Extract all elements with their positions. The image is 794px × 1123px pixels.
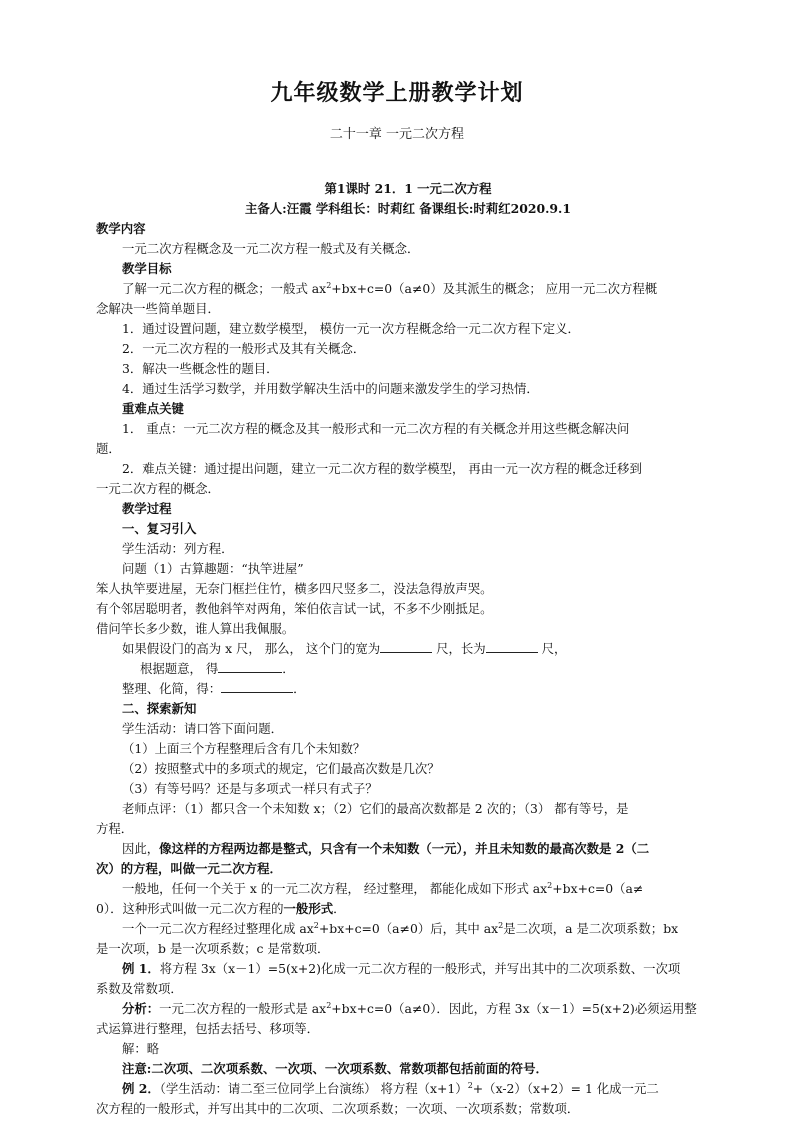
- question-item: （3）有等号吗？还是与多项式一样只有式子？: [122, 781, 378, 796]
- question-item: （1）上面三个方程整理后含有几个未知数？: [122, 741, 366, 756]
- document-body: [96, 179, 720, 1119]
- key-point-2-cont: 一元二次方程的概念．: [96, 481, 220, 496]
- general-form-cont: 0）．这种形式叫做一元二次方程的一般形式．: [96, 901, 346, 916]
- section-heading-key: 重难点关键: [122, 401, 184, 416]
- answer-blank[interactable]: [486, 640, 538, 653]
- poem-line: 笨人执竿要进屋，无奈门框拦住竹，横多四尺竖多二，没法急得放声哭。: [96, 581, 493, 596]
- example-1: 例 1．将方程 3x（x－1）=5(x+2)化成一元二次方程的一般形式，并写出其中的二次项系数、一次项: [122, 961, 681, 976]
- part1-heading: 一、复习引入: [122, 521, 197, 536]
- goal-item: 2．一元二次方程的一般形式及其有关概念．: [122, 341, 366, 356]
- analysis-cont: 式运算进行整理，包括去括号、移项等．: [96, 1021, 320, 1036]
- key-point-1: 1． 重点：一元二次方程的概念及其一般形式和一元二次方程的有关概念并用这些概念解决问: [122, 421, 630, 436]
- key-point-1-cont: 题．: [96, 441, 121, 456]
- problem-1: 问题（1）古算趣题：“执竿进屋”: [122, 561, 304, 576]
- section-heading-goals: 教学目标: [122, 261, 172, 276]
- poem-line: 有个邻居聪明者，教他斜竿对两角，笨伯依言试一试，不多不少刚抵足。: [96, 601, 493, 616]
- answer-blank[interactable]: [380, 640, 432, 653]
- goal-item: 1．通过设置问题，建立数学模型， 模仿一元一次方程概念给一元二次方程下定义．: [122, 321, 580, 336]
- page-title: 九年级数学上册教学计划: [270, 80, 524, 106]
- fill-blank-line-1: 如果假设门的高为 x 尺， 那么， 这个门的宽为 尺，长为 尺，: [122, 641, 567, 656]
- answer-blank[interactable]: [221, 680, 293, 693]
- goals-intro-cont: 念解决一些简单题目．: [96, 301, 220, 316]
- lesson-title: 第1课时 21．1 一元二次方程: [324, 181, 492, 196]
- goal-item: 3．解决一些概念性的题目．: [122, 361, 279, 376]
- definition-cont: 次）的方程，叫做一元二次方程．: [96, 861, 282, 876]
- example-2: 例 2．（学生活动：请二至三位同学上台演练） 将方程$(x+1)^2+(x-2)(x+2)= 1$ 化成一元二: [122, 1080, 659, 1096]
- section-heading-content: 教学内容: [96, 221, 146, 236]
- teacher-comment: 老师点评：（1）都只含一个未知数 x；（2）它们的最高次数都是 2 次的；（3） 都有等号，是: [122, 801, 629, 816]
- question-item: （2）按照整式中的多项式的规定，它们最高次数是几次？: [122, 761, 440, 776]
- section-heading-process: 教学过程: [122, 501, 172, 516]
- general-form: 一般地，任何一个关于 x 的一元二次方程， 经过整理， 都能化成如下形式 $ax^2+bx+c=0(a\ne$: [122, 880, 644, 896]
- example-1-cont: 系数及常数项．: [96, 981, 183, 996]
- chapter-title: 二十一章 一元二次方程: [329, 127, 465, 142]
- lesson-meta: 主备人:汪霞 学科组长：时莉红 备课组长:时莉红2020.9.1: [245, 201, 571, 216]
- student-activity-1: 学生活动：列方程．: [122, 541, 234, 556]
- analysis: 分析：一元二次方程的一般形式是 $ax^2+bx+c=0(a\ne 0)$．因此，方程 3x（x－1）=5(x+2)必须运用整: [122, 1000, 697, 1016]
- terms-definition: 一个一元二次方程经过整理化成 $ax^2+bx+c=0(a\ne 0)$后，其中 $ax^2$是二次项，a 是二次项系数；bx: [122, 920, 679, 936]
- definition: 因此，像这样的方程两边都是整式，只含有一个未知数（一元），并且未知数的最高次数是 2（二: [122, 841, 650, 856]
- fill-blank-line-3: 整理、化简，得： ．: [122, 681, 306, 696]
- goal-item: 4．通过生活学习数学，并用数学解决生活中的问题来激发学生的学习热情．: [122, 381, 539, 396]
- answer-blank[interactable]: [218, 660, 282, 673]
- example-2-cont: 次方程的一般形式，并写出其中的二次项、二次项系数；一次项、一次项系数；常数项．: [96, 1101, 580, 1116]
- teacher-comment-cont: 方程．: [96, 821, 134, 836]
- terms-definition-cont: 是一次项，b 是一次项系数；c 是常数项．: [96, 941, 330, 956]
- fill-blank-line-2: 根据题意， 得 ．: [140, 661, 295, 676]
- part2-heading: 二、探索新知: [122, 701, 197, 716]
- student-activity-2: 学生活动：请口答下面问题．: [122, 721, 284, 736]
- poem-line: 借问竿长多少数，谁人算出我佩服。: [96, 621, 295, 636]
- content-text: 一元二次方程概念及一元二次方程一般式及有关概念．: [122, 241, 420, 256]
- goals-intro: 了解一元二次方程的概念；一般式 $ax^2+bx+c=0(a\ne 0)$及其派生的概念； 应用一元二次方程概: [122, 280, 658, 296]
- solution: 解：略: [122, 1041, 160, 1056]
- key-point-2: 2．难点关键：通过提出问题，建立一元二次方程的数学模型， 再由一元一次方程的概念迁移到: [122, 461, 642, 476]
- note: 注意:二次项、二次项系数、一次项、一次项系数、常数项都包括前面的符号．: [122, 1061, 548, 1076]
